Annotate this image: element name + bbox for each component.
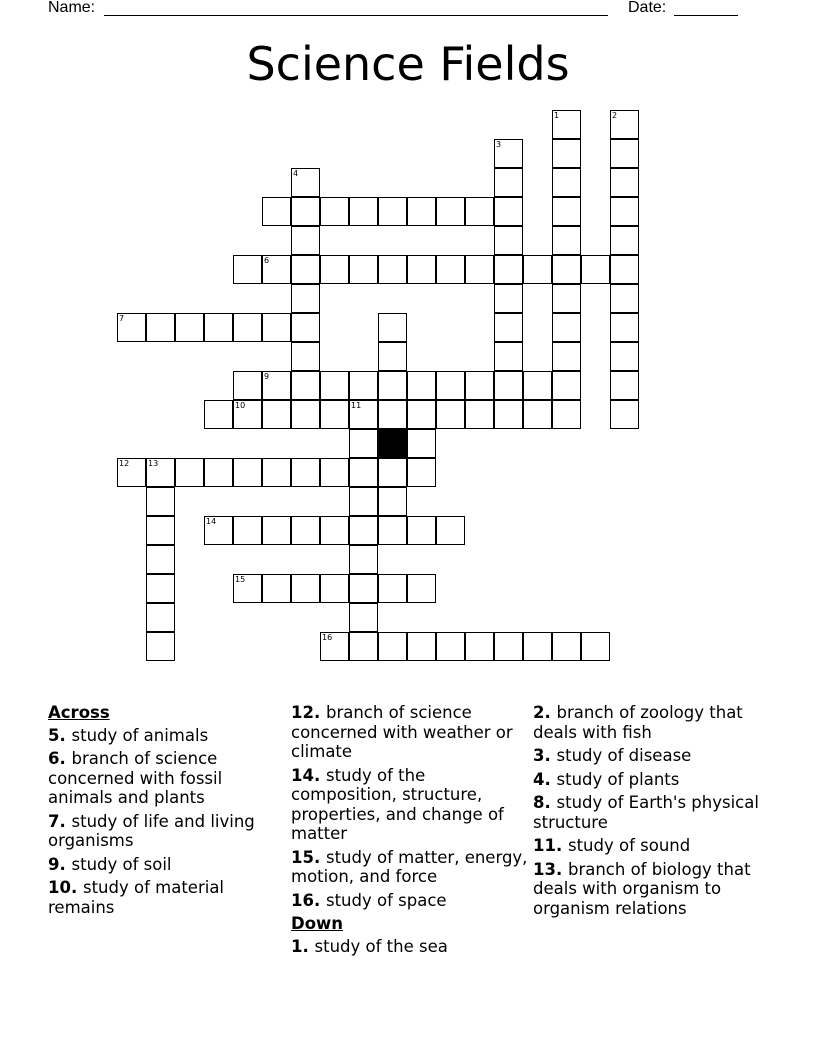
- grid-cell[interactable]: [610, 371, 639, 400]
- clue-number-label: 2.: [533, 703, 557, 722]
- clue-number: 14: [206, 517, 217, 526]
- grid-cell[interactable]: [465, 400, 494, 429]
- grid-cell[interactable]: [320, 400, 349, 429]
- across-clue: [48, 812, 288, 851]
- grid-cell[interactable]: [204, 458, 233, 487]
- down-clue: [533, 703, 773, 742]
- grid-cell[interactable]: [262, 371, 291, 400]
- across-clue-list: [48, 726, 288, 918]
- clue-number: 6: [264, 256, 270, 265]
- across-clue: [48, 749, 288, 808]
- grid-cell[interactable]: [494, 400, 523, 429]
- grid-cell[interactable]: [610, 139, 639, 168]
- grid-cell[interactable]: [204, 313, 233, 342]
- across-clue: [48, 855, 288, 875]
- clue-text: study of plants: [556, 769, 680, 789]
- down-clue: [533, 746, 773, 766]
- page-title: Science Fields: [246, 37, 570, 91]
- clue-number-label: 15.: [291, 847, 326, 867]
- grid-cell[interactable]: [465, 371, 494, 400]
- grid-cell[interactable]: [552, 226, 581, 255]
- grid-cell[interactable]: [262, 516, 291, 545]
- grid-cell[interactable]: [349, 516, 378, 545]
- grid-cell[interactable]: [407, 400, 436, 429]
- grid-cell[interactable]: [146, 487, 175, 516]
- down-clue: [291, 937, 531, 957]
- grid-cell[interactable]: [436, 516, 465, 545]
- grid-cell[interactable]: [378, 487, 407, 516]
- grid-cell[interactable]: [610, 400, 639, 429]
- clue-text: study of animals: [71, 725, 209, 745]
- grid-cell[interactable]: [175, 313, 204, 342]
- clue-number: 12: [119, 459, 130, 468]
- clue-number-label: 4.: [533, 769, 557, 789]
- grid-cell[interactable]: [610, 313, 639, 342]
- grid-cell[interactable]: [291, 284, 320, 313]
- grid-cell[interactable]: [291, 371, 320, 400]
- grid-cell[interactable]: [494, 255, 523, 284]
- grid-cell[interactable]: [407, 632, 436, 661]
- grid-cell[interactable]: [436, 400, 465, 429]
- clue-text: study of sound: [567, 836, 691, 855]
- down-clue: [533, 770, 773, 790]
- clue-number: 2: [612, 111, 618, 120]
- grid-cell[interactable]: [523, 400, 552, 429]
- grid-cell[interactable]: [552, 313, 581, 342]
- clue-text: study of the sea: [314, 936, 448, 956]
- name-label: Name:: [48, 0, 96, 16]
- grid-cell[interactable]: [146, 458, 175, 487]
- grid-cell[interactable]: [407, 255, 436, 284]
- grid-cell[interactable]: [552, 139, 581, 168]
- grid-cell[interactable]: [407, 371, 436, 400]
- grid-cell[interactable]: [291, 400, 320, 429]
- grid-cell[interactable]: [494, 313, 523, 342]
- clue-text: study of Earth's physical structure: [533, 793, 759, 832]
- grid-cell[interactable]: [320, 371, 349, 400]
- clue-text: study of space: [325, 890, 447, 910]
- clue-text: study of disease: [556, 746, 692, 765]
- grid-cell[interactable]: [407, 197, 436, 226]
- grid-cell[interactable]: [233, 574, 262, 603]
- clue-number-label: 11.: [533, 836, 568, 855]
- down-clue-list: [291, 937, 531, 957]
- grid-cell[interactable]: [320, 632, 349, 661]
- grid-cell[interactable]: [378, 371, 407, 400]
- clue-number-label: 13.: [533, 859, 568, 879]
- across-clue: [291, 891, 531, 911]
- grid-cell[interactable]: [349, 487, 378, 516]
- grid-cell[interactable]: [175, 458, 204, 487]
- clue-number: 4: [293, 169, 299, 178]
- grid-cell[interactable]: [378, 197, 407, 226]
- grid-cell[interactable]: [349, 545, 378, 574]
- grid-cell[interactable]: [262, 255, 291, 284]
- grid-cell[interactable]: [552, 255, 581, 284]
- clue-number-label: 6.: [48, 749, 72, 768]
- clue-number: 11: [351, 401, 362, 410]
- grid-cell[interactable]: [349, 603, 378, 632]
- grid-cell[interactable]: [610, 110, 639, 139]
- grid-cell[interactable]: [523, 255, 552, 284]
- across-header: Across: [48, 703, 110, 722]
- grid-cell[interactable]: [378, 255, 407, 284]
- grid-cell[interactable]: [117, 313, 146, 342]
- grid-cell[interactable]: [262, 197, 291, 226]
- clue-text: branch of biology that deals with organism to organism relations: [533, 859, 751, 918]
- grid-cell[interactable]: [378, 342, 407, 371]
- clue-number-label: 8.: [533, 793, 557, 812]
- grid-cell[interactable]: [349, 400, 378, 429]
- clue-number-label: 16.: [291, 890, 326, 910]
- down-clue: [533, 836, 773, 856]
- grid-cell[interactable]: [552, 284, 581, 313]
- grid-cell[interactable]: [349, 429, 378, 458]
- grid-cell[interactable]: [610, 226, 639, 255]
- grid-cell[interactable]: [378, 516, 407, 545]
- grid-cell[interactable]: [146, 516, 175, 545]
- grid-cell[interactable]: [320, 516, 349, 545]
- grid-cell[interactable]: [581, 255, 610, 284]
- grid-cell[interactable]: [291, 342, 320, 371]
- grid-cell[interactable]: [523, 632, 552, 661]
- grid-cell[interactable]: [407, 516, 436, 545]
- clue-number: 16: [322, 633, 333, 642]
- clue-text: branch of science concerned with fossil animals and plants: [48, 749, 223, 807]
- grid-cell[interactable]: [233, 255, 262, 284]
- grid-cell[interactable]: [291, 516, 320, 545]
- down-clue: [533, 793, 773, 832]
- grid-cell[interactable]: [494, 284, 523, 313]
- grid-cell[interactable]: [610, 168, 639, 197]
- grid-cell[interactable]: [262, 313, 291, 342]
- clue-text: study of material remains: [48, 878, 225, 917]
- grid-cell[interactable]: [233, 458, 262, 487]
- across-clue: [48, 726, 288, 746]
- grid-cell[interactable]: [407, 429, 436, 458]
- grid-cell[interactable]: [349, 255, 378, 284]
- clue-number: 9: [264, 372, 270, 381]
- grid-cell[interactable]: [378, 574, 407, 603]
- grid-cell[interactable]: [494, 197, 523, 226]
- grid-cell[interactable]: [552, 168, 581, 197]
- grid-cell[interactable]: [581, 632, 610, 661]
- grid-cell[interactable]: [552, 197, 581, 226]
- grid-cell[interactable]: [465, 255, 494, 284]
- down-clue: [533, 860, 773, 919]
- grid-cell[interactable]: [291, 226, 320, 255]
- clue-number-label: 5.: [48, 725, 72, 745]
- clue-text: study of matter, energy, motion, and force: [291, 847, 528, 886]
- grid-cell[interactable]: [262, 458, 291, 487]
- clue-number-label: 1.: [291, 936, 315, 956]
- grid-cell[interactable]: [320, 197, 349, 226]
- clue-number-label: 10.: [48, 878, 83, 897]
- grid-cell[interactable]: [378, 458, 407, 487]
- grid-cell[interactable]: [320, 255, 349, 284]
- clue-number-label: 14.: [291, 765, 326, 785]
- across-clue: [291, 703, 531, 762]
- grid-cell[interactable]: [407, 574, 436, 603]
- grid-cell[interactable]: [552, 632, 581, 661]
- grid-cell[interactable]: [610, 255, 639, 284]
- grid-cell[interactable]: [378, 313, 407, 342]
- clue-number: 1: [554, 111, 560, 120]
- clue-number: 15: [235, 575, 246, 584]
- grid-cell[interactable]: [552, 400, 581, 429]
- clue-number: 3: [496, 140, 502, 149]
- clue-number: 13: [148, 459, 159, 468]
- across-clue: [291, 766, 531, 844]
- grid-cell[interactable]: [349, 371, 378, 400]
- grid-cell[interactable]: [146, 574, 175, 603]
- grid-cell[interactable]: [349, 197, 378, 226]
- clue-text: study of life and living organisms: [48, 811, 255, 850]
- across-clue: [291, 848, 531, 887]
- date-label: Date:: [628, 0, 667, 16]
- grid-cell[interactable]: [233, 400, 262, 429]
- grid-cell[interactable]: [146, 632, 175, 661]
- clue-number-label: 3.: [533, 746, 557, 765]
- grid-cell[interactable]: [494, 139, 523, 168]
- grid-cell[interactable]: [436, 197, 465, 226]
- grid-cell[interactable]: [523, 371, 552, 400]
- clue-number-label: 9.: [48, 854, 72, 874]
- grid-cell[interactable]: [233, 516, 262, 545]
- grid-cell[interactable]: [262, 574, 291, 603]
- down-header: Down: [291, 914, 344, 933]
- grid-cell[interactable]: [291, 197, 320, 226]
- grid-cell[interactable]: [436, 371, 465, 400]
- clue-number-label: 12.: [291, 703, 326, 722]
- grid-cell[interactable]: [552, 342, 581, 371]
- grid-cell[interactable]: [552, 371, 581, 400]
- grid-cell[interactable]: [378, 632, 407, 661]
- across-clue: [48, 878, 288, 917]
- grid-cell[interactable]: [494, 342, 523, 371]
- grid-cell[interactable]: [610, 342, 639, 371]
- grid-cell[interactable]: [204, 516, 233, 545]
- grid-cell[interactable]: [117, 458, 146, 487]
- grid-cell[interactable]: [494, 226, 523, 255]
- grid-cell[interactable]: [146, 545, 175, 574]
- clue-text: branch of science concerned with weather or climate: [291, 703, 513, 761]
- grid-cell[interactable]: [146, 603, 175, 632]
- grid-cell[interactable]: [204, 400, 233, 429]
- across-clue-list-cont: [291, 703, 531, 910]
- grid-cell[interactable]: [465, 632, 494, 661]
- grid-cell[interactable]: [494, 632, 523, 661]
- grid-cell[interactable]: [349, 632, 378, 661]
- grid-cell[interactable]: [320, 458, 349, 487]
- grid-cell[interactable]: [320, 574, 349, 603]
- grid-cell[interactable]: [407, 458, 436, 487]
- clue-number: 7: [119, 314, 125, 323]
- grid-cell[interactable]: [494, 168, 523, 197]
- grid-cell[interactable]: [291, 458, 320, 487]
- clue-text: branch of zoology that deals with fish: [533, 703, 743, 742]
- clue-number-label: 7.: [48, 811, 72, 831]
- grid-cell[interactable]: [349, 458, 378, 487]
- grid-cell[interactable]: [233, 371, 262, 400]
- grid-cell[interactable]: [233, 313, 262, 342]
- clue-number: 10: [235, 401, 246, 410]
- grid-cell[interactable]: [349, 574, 378, 603]
- grid-cell[interactable]: [436, 255, 465, 284]
- grid-cell[interactable]: [610, 197, 639, 226]
- grid-cell[interactable]: [146, 313, 175, 342]
- clue-column-1: [48, 703, 288, 921]
- grid-cell[interactable]: [262, 400, 291, 429]
- black-cell: [378, 429, 407, 458]
- clue-column-2: [291, 703, 531, 960]
- grid-cell[interactable]: [465, 197, 494, 226]
- grid-cell[interactable]: [552, 110, 581, 139]
- down-clue-list-cont: [533, 703, 773, 918]
- grid-cell[interactable]: [291, 574, 320, 603]
- grid-cell[interactable]: [291, 255, 320, 284]
- grid-cell[interactable]: [610, 284, 639, 313]
- grid-cell[interactable]: [291, 313, 320, 342]
- clue-text: study of soil: [71, 854, 172, 874]
- grid-cell[interactable]: [494, 371, 523, 400]
- clue-text: study of the composition, structure, properties, and change of matter: [291, 765, 504, 843]
- grid-cell[interactable]: [378, 400, 407, 429]
- grid-cell[interactable]: [436, 632, 465, 661]
- clue-column-3: [533, 703, 773, 922]
- grid-cell[interactable]: [291, 168, 320, 197]
